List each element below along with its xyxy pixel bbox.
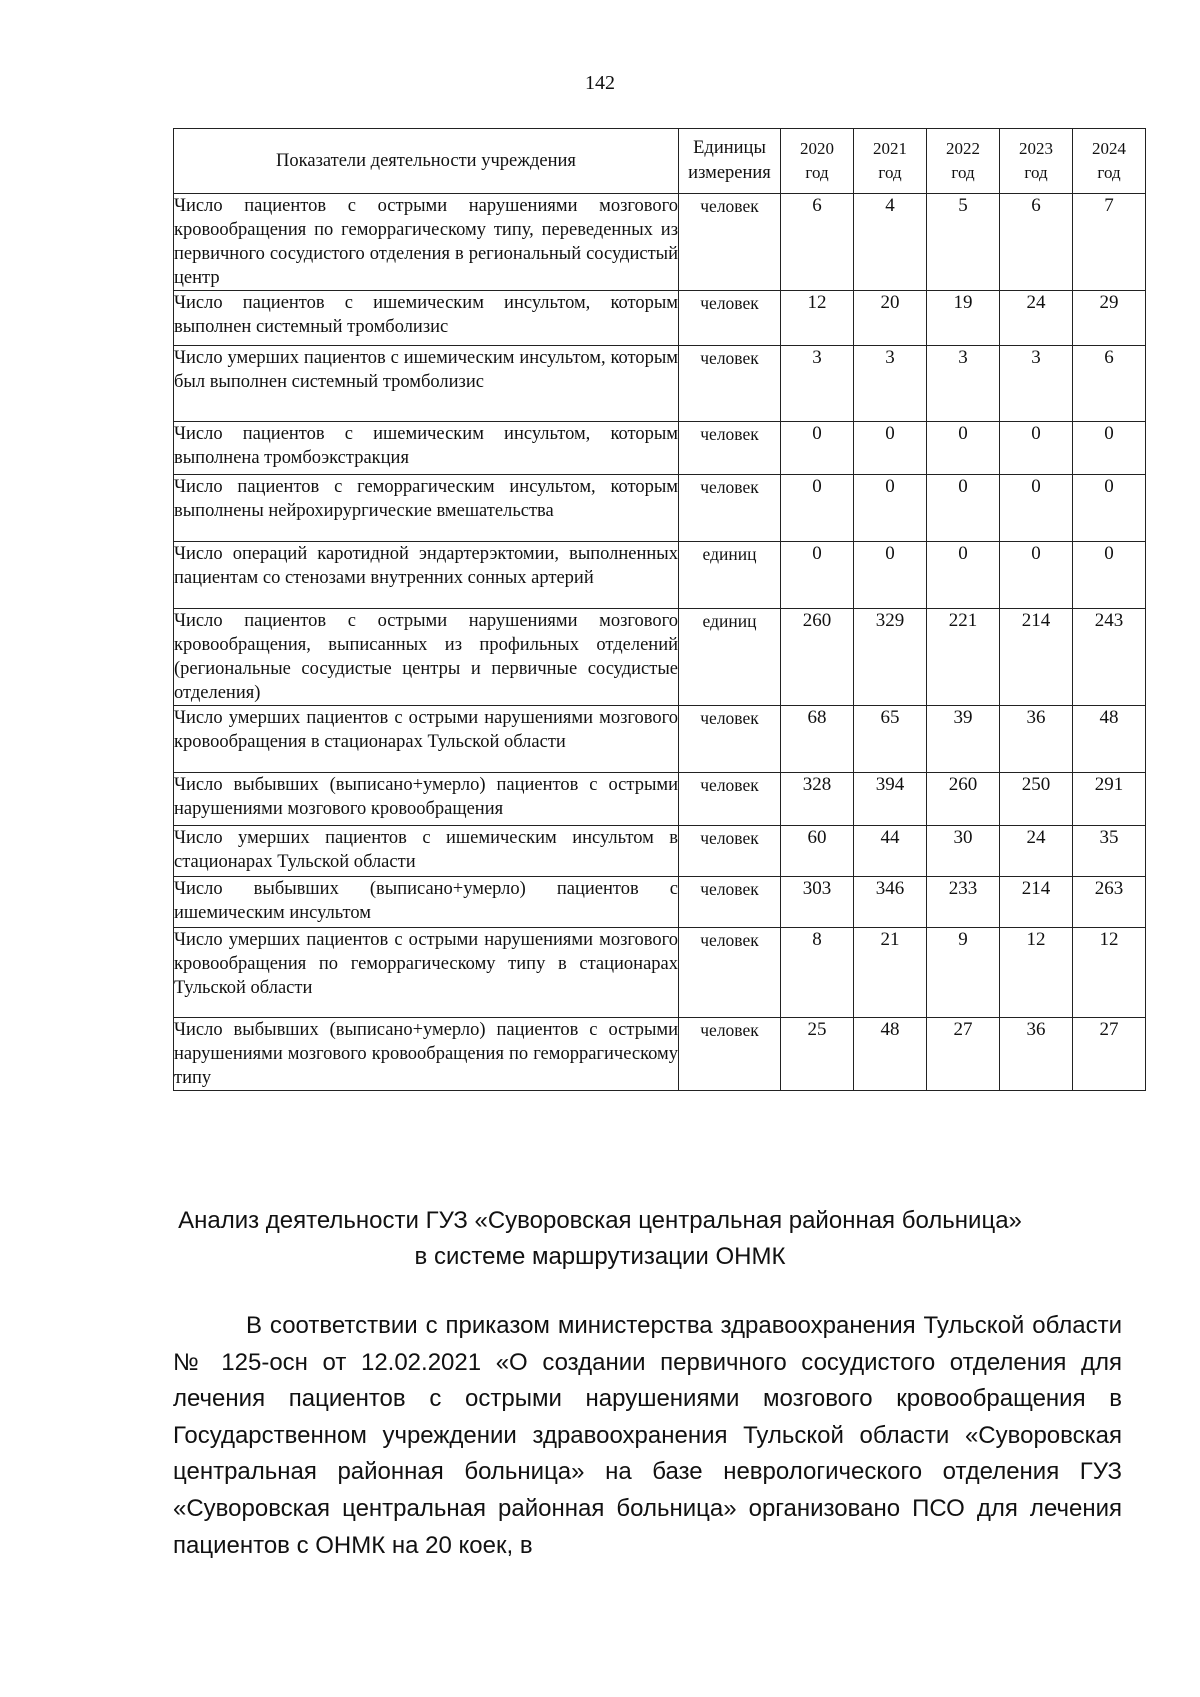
- value-cell-2024: 6: [1073, 346, 1146, 422]
- value-cell-2024: 243: [1073, 609, 1146, 706]
- table-row: [174, 877, 1146, 928]
- value-cell-2022: 39: [927, 706, 1000, 773]
- value-cell-2023: 24: [1000, 826, 1073, 877]
- table-row: [174, 706, 1146, 773]
- indicator-name-cell: Число пациентов с ишемическим инсультом, которым выполнена тромбоэкстракция: [174, 422, 679, 475]
- header-year: [854, 129, 927, 194]
- indicator-name-cell: Число пациентов с острыми нарушениями мозгового кровообращения, выписанных из профильных отделений (региональные сосудистые центры и первичные сосудистые отделения): [174, 609, 679, 706]
- table-row: [174, 609, 1146, 706]
- header-unit-line1: Единицы: [693, 138, 766, 158]
- header-year: [1000, 129, 1073, 194]
- header-year-suffix: год: [805, 163, 829, 182]
- value-cell-2022: 9: [927, 928, 1000, 1018]
- header-year-number: 2023: [1019, 139, 1053, 158]
- unit-cell: человек: [679, 194, 781, 291]
- indicator-name-cell: Число пациентов с ишемическим инсультом, которым выполнен системный тромболизис: [174, 291, 679, 346]
- value-cell-2020: 0: [781, 422, 854, 475]
- indicator-name-cell: Число выбывших (выписано+умерло) пациентов с острыми нарушениями мозгового кровообращения: [174, 773, 679, 826]
- value-cell-2024: 0: [1073, 475, 1146, 542]
- table-header-row: [174, 129, 1146, 194]
- indicator-name-cell: Число умерших пациентов с острыми нарушениями мозгового кровообращения в стационарах Тульской области: [174, 706, 679, 773]
- table-row: [174, 346, 1146, 422]
- value-cell-2021: 4: [854, 194, 927, 291]
- table-row: [174, 826, 1146, 877]
- unit-cell: единиц: [679, 542, 781, 609]
- value-cell-2020: 0: [781, 475, 854, 542]
- unit-cell: человек: [679, 1018, 781, 1091]
- header-year-suffix: год: [1024, 163, 1048, 182]
- value-cell-2023: 36: [1000, 706, 1073, 773]
- unit-cell: человек: [679, 291, 781, 346]
- value-cell-2020: 68: [781, 706, 854, 773]
- indicator-name-cell: Число умерших пациентов с ишемическим инсультом, которым был выполнен системный тромболизис: [174, 346, 679, 422]
- value-cell-2023: 0: [1000, 422, 1073, 475]
- value-cell-2024: 291: [1073, 773, 1146, 826]
- value-cell-2022: 233: [927, 877, 1000, 928]
- value-cell-2023: 6: [1000, 194, 1073, 291]
- value-cell-2022: 0: [927, 475, 1000, 542]
- value-cell-2024: 27: [1073, 1018, 1146, 1091]
- value-cell-2024: 35: [1073, 826, 1146, 877]
- value-cell-2023: 24: [1000, 291, 1073, 346]
- value-cell-2023: 3: [1000, 346, 1073, 422]
- value-cell-2020: 260: [781, 609, 854, 706]
- table-row: [174, 542, 1146, 609]
- value-cell-2021: 65: [854, 706, 927, 773]
- table-row: [174, 928, 1146, 1018]
- header-indicator: Показатели деятельности учреждения: [174, 129, 679, 194]
- table-row: [174, 475, 1146, 542]
- indicator-name-cell: Число умерших пациентов с ишемическим инсультом в стационарах Тульской области: [174, 826, 679, 877]
- unit-cell: человек: [679, 928, 781, 1018]
- indicator-name-cell: Число выбывших (выписано+умерло) пациентов с ишемическим инсультом: [174, 877, 679, 928]
- section-heading: [0, 1203, 1200, 1275]
- value-cell-2021: 20: [854, 291, 927, 346]
- value-cell-2020: 328: [781, 773, 854, 826]
- header-year: [781, 129, 854, 194]
- header-year-suffix: год: [878, 163, 902, 182]
- page-number: 142: [585, 72, 615, 94]
- value-cell-2020: 60: [781, 826, 854, 877]
- value-cell-2020: 6: [781, 194, 854, 291]
- value-cell-2023: 214: [1000, 877, 1073, 928]
- value-cell-2023: 12: [1000, 928, 1073, 1018]
- table-row: [174, 773, 1146, 826]
- value-cell-2022: 27: [927, 1018, 1000, 1091]
- value-cell-2023: 0: [1000, 475, 1073, 542]
- value-cell-2021: 0: [854, 422, 927, 475]
- unit-cell: человек: [679, 346, 781, 422]
- value-cell-2021: 0: [854, 542, 927, 609]
- value-cell-2023: 36: [1000, 1018, 1073, 1091]
- header-year-number: 2022: [946, 139, 980, 158]
- indicator-name-cell: Число операций каротидной эндартерэктомии, выполненных пациентам со стенозами внутренних сонных артерий: [174, 542, 679, 609]
- value-cell-2021: 346: [854, 877, 927, 928]
- unit-cell: человек: [679, 475, 781, 542]
- section-heading-line1: Анализ деятельности ГУЗ «Суворовская центральная районная больница»: [178, 1207, 1022, 1234]
- indicator-name-cell: Число выбывших (выписано+умерло) пациентов с острыми нарушениями мозгового кровообращения по геморрагическому типу: [174, 1018, 679, 1091]
- header-year-number: 2021: [873, 139, 907, 158]
- header-year-suffix: год: [951, 163, 975, 182]
- value-cell-2024: 7: [1073, 194, 1146, 291]
- value-cell-2021: 21: [854, 928, 927, 1018]
- value-cell-2022: 260: [927, 773, 1000, 826]
- value-cell-2020: 12: [781, 291, 854, 346]
- header-year: [1073, 129, 1146, 194]
- value-cell-2021: 329: [854, 609, 927, 706]
- unit-cell: человек: [679, 773, 781, 826]
- value-cell-2021: 48: [854, 1018, 927, 1091]
- value-cell-2022: 19: [927, 291, 1000, 346]
- value-cell-2024: 48: [1073, 706, 1146, 773]
- value-cell-2024: 263: [1073, 877, 1146, 928]
- table-row: [174, 194, 1146, 291]
- unit-cell: человек: [679, 826, 781, 877]
- value-cell-2022: 30: [927, 826, 1000, 877]
- value-cell-2022: 0: [927, 422, 1000, 475]
- table-row: [174, 291, 1146, 346]
- table-row: [174, 1018, 1146, 1091]
- indicators-table: [173, 128, 1146, 1091]
- value-cell-2022: 0: [927, 542, 1000, 609]
- indicator-name-cell: Число пациентов с острыми нарушениями мозгового кровообращения по геморрагическому типу, переведенных из первичного сосудистого отделения в региональный сосудистый центр: [174, 194, 679, 291]
- indicator-name-cell: Число пациентов с геморрагическим инсультом, которым выполнены нейрохирургические вмешательства: [174, 475, 679, 542]
- body-paragraph: В соответствии с приказом министерства здравоохранения Тульской области № 125-осн от 12.02.2021 «О создании первичного сосудистого отделения для лечения пациентов с острыми нарушениями мозгового кровообращения в Государственном учреждении здравоохранения Тульской области «Суворовская центральная районная больница» на базе неврологического отделения ГУЗ «Суворовская центральная районная больница» организовано ПСО для лечения пациентов с ОНМК на 20 коек, в: [173, 1312, 1122, 1559]
- value-cell-2020: 303: [781, 877, 854, 928]
- unit-cell: единиц: [679, 609, 781, 706]
- table-body: [174, 194, 1146, 1091]
- header-year-number: 2020: [800, 139, 834, 158]
- value-cell-2024: 0: [1073, 422, 1146, 475]
- value-cell-2020: 25: [781, 1018, 854, 1091]
- value-cell-2024: 12: [1073, 928, 1146, 1018]
- unit-cell: человек: [679, 422, 781, 475]
- header-unit: [679, 129, 781, 194]
- value-cell-2022: 5: [927, 194, 1000, 291]
- value-cell-2023: 250: [1000, 773, 1073, 826]
- value-cell-2021: 3: [854, 346, 927, 422]
- value-cell-2024: 29: [1073, 291, 1146, 346]
- section-heading-line2: в системе маршрутизации ОНМК: [414, 1243, 786, 1270]
- value-cell-2020: 0: [781, 542, 854, 609]
- value-cell-2020: 8: [781, 928, 854, 1018]
- value-cell-2024: 0: [1073, 542, 1146, 609]
- table-row: [174, 422, 1146, 475]
- header-year: [927, 129, 1000, 194]
- unit-cell: человек: [679, 706, 781, 773]
- header-year-number: 2024: [1092, 139, 1126, 158]
- header-year-suffix: год: [1097, 163, 1121, 182]
- value-cell-2022: 221: [927, 609, 1000, 706]
- unit-cell: человек: [679, 877, 781, 928]
- value-cell-2023: 0: [1000, 542, 1073, 609]
- value-cell-2021: 394: [854, 773, 927, 826]
- value-cell-2022: 3: [927, 346, 1000, 422]
- indicator-name-cell: Число умерших пациентов с острыми нарушениями мозгового кровообращения по геморрагическому типу в стационарах Тульской области: [174, 928, 679, 1018]
- header-unit-line2: измерения: [688, 163, 771, 183]
- value-cell-2020: 3: [781, 346, 854, 422]
- value-cell-2023: 214: [1000, 609, 1073, 706]
- value-cell-2021: 0: [854, 475, 927, 542]
- value-cell-2021: 44: [854, 826, 927, 877]
